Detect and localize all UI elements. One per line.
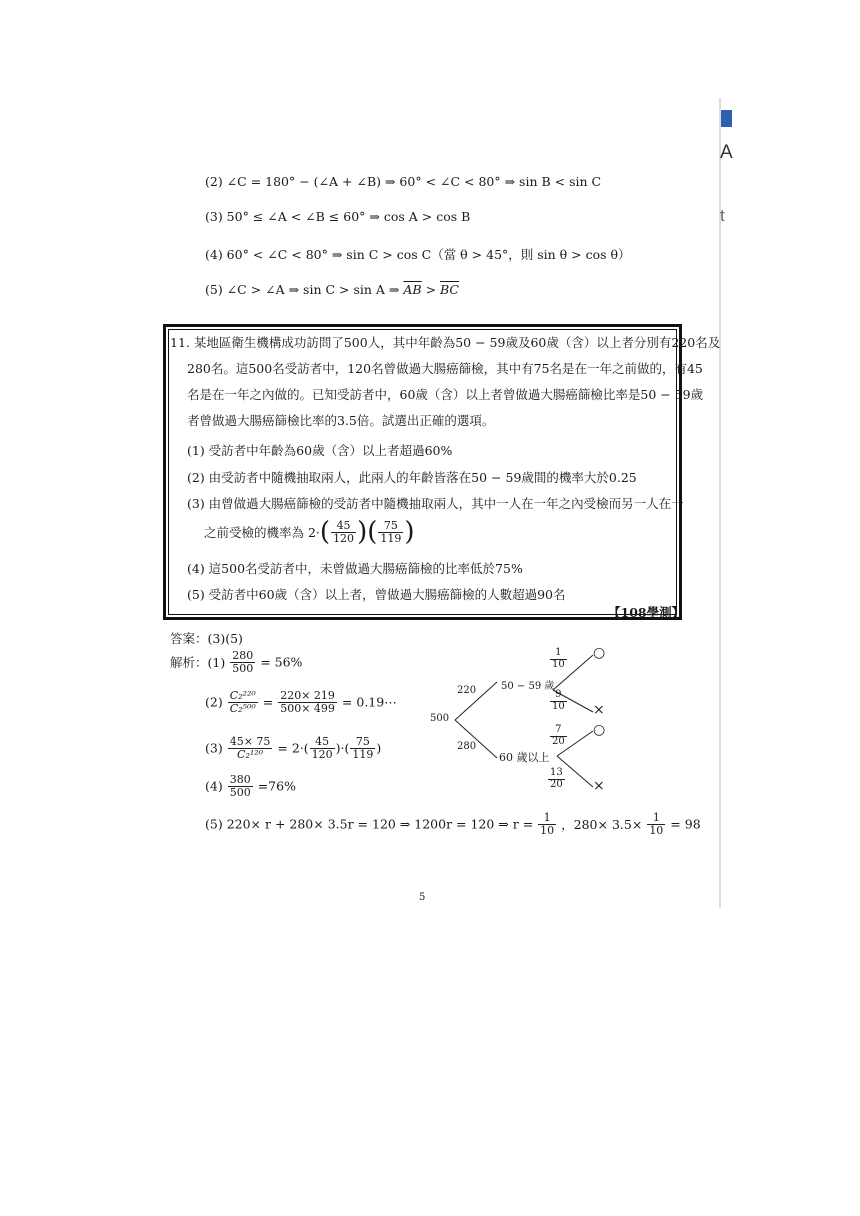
- prev-solution-4: (4) 60° < ∠C < 80° ⇒ sin C > cos C（當 θ > 45°，則 sin θ > cos θ）: [205, 247, 631, 262]
- analysis-5-fraction-2: $\frac{1}{10}$: [649, 811, 664, 837]
- analysis-1-result: = 56%: [260, 654, 303, 670]
- probability-tree: [425, 640, 625, 800]
- analysis-1-fraction: $\frac{280}{500}$: [232, 649, 254, 675]
- analysis-5: [205, 812, 701, 836]
- analysis-5-equation: 220× r + 280× 3.5r = 120 ⇒ 1200r = 120 ⇒ r =: [226, 816, 534, 832]
- prev-solution-3: (3) 50° ≤ ∠A < ∠B ≤ 60° ⇒ cos A > cos B: [205, 209, 471, 224]
- analysis-3-fraction-1: $\frac{45\times 75}{\text{C₂¹²⁰}}$: [229, 735, 271, 761]
- analysis-3-mid-2: )·(: [335, 740, 350, 756]
- tree-prob-3: $\frac{7}{20}$: [552, 724, 565, 747]
- analysis-2-fraction-2: $\frac{220\times 219}{500\times 499}$: [280, 689, 335, 715]
- tree-outcome-no-2: ×: [593, 778, 605, 794]
- analysis-3: [205, 736, 381, 760]
- option-3-fraction-1: $\frac{45}{120}$: [333, 518, 355, 545]
- option-3-line-2: 之前受檢的機率為 2·( $\frac{45}{120}$ )( $\frac{75}{119}$ ): [204, 517, 415, 547]
- question-line-4: 者曾做過大腸癌篩檢比率的3.5倍。試選出正確的選項。: [187, 413, 495, 428]
- analysis-2-label: (2): [205, 694, 223, 710]
- option-2: (2) 由受訪者中隨機抽取兩人，此兩人的年齡皆落在50 − 59歲間的機率大於0.25: [187, 470, 637, 485]
- analysis-5-label: (5): [205, 816, 223, 832]
- tree-prob-4: $\frac{13}{20}$: [550, 767, 563, 790]
- analysis-4: [205, 774, 296, 798]
- tree-node-2-label: 60 歲以上: [499, 751, 550, 764]
- analysis-1: [170, 650, 302, 674]
- window-edge-glyph-a: A: [720, 142, 733, 163]
- tree-prob-1: $\frac{1}{10}$: [552, 647, 565, 670]
- window-edge-glyph-t: t: [720, 206, 725, 225]
- analysis-2-fraction-1: $\frac{\text{C₂²²⁰}}{\text{C₂⁵⁰⁰}}$: [229, 689, 256, 715]
- analysis-3-label: (3): [205, 740, 223, 756]
- page-number: 5: [419, 892, 426, 903]
- question-line-1: 11. 某地區衛生機構成功訪問了500人，其中年齡為50 − 59歲及60歲（含）以上者分別有220名及: [170, 335, 721, 350]
- analysis-5-result: = 98: [670, 816, 701, 832]
- analysis-label: 解析：(1): [170, 655, 226, 671]
- tree-node-1-label: 50 − 59 歲: [501, 681, 555, 692]
- question-line-2: 280名。這500名受訪者中，120名曾做過大腸癌篩檢，其中有75名是在一年之前做的，有45: [187, 361, 703, 376]
- tree-node-1-count: 220: [457, 685, 477, 696]
- tree-root-count: 500: [430, 713, 450, 724]
- analysis-3-mid: = 2·(: [277, 740, 309, 756]
- analysis-4-fraction: $\frac{380}{500}$: [229, 773, 251, 799]
- option-3-prefix: 之前受檢的機率為 2·: [204, 525, 320, 540]
- answer-label: 答案：(3)(5): [170, 631, 243, 646]
- prev-solution-2: (2) ∠C = 180° − (∠A + ∠B) ⇒ 60° < ∠C < 80° ⇒ sin B < sin C: [205, 174, 602, 189]
- prev-solution-5-prefix: (5) ∠C > ∠A ⇒ sin C > sin A ⇒: [205, 282, 404, 297]
- analysis-3-end: ): [376, 740, 382, 756]
- analysis-5-mid: ，280× 3.5×: [561, 817, 643, 833]
- option-3-line-1: (3) 由曾做過大腸癌篩檢的受訪者中隨機抽取兩人，其中一人在一年之內受檢而另一人在一: [187, 496, 684, 511]
- option-3-fraction-2: $\frac{75}{119}$: [380, 518, 402, 545]
- analysis-2-equals: =: [262, 694, 274, 710]
- analysis-2: [205, 690, 397, 714]
- tree-outcome-yes-2: ○: [593, 722, 606, 738]
- analysis-4-label: (4): [205, 778, 223, 794]
- prev-solution-5-mid: >: [421, 282, 441, 297]
- segment-bc: $\overline{BC}$: [440, 282, 459, 297]
- analysis-3-fraction-2: $\frac{45}{120}$: [311, 735, 333, 761]
- tree-node-2-count: 280: [457, 741, 477, 752]
- analysis-3-fraction-3: $\frac{75}{119}$: [352, 735, 374, 761]
- tree-prob-2: $\frac{9}{10}$: [552, 689, 565, 712]
- option-5: (5) 受訪者中60歲（含）以上者，曾做過大腸癌篩檢的人數超過90名: [187, 587, 566, 602]
- tree-outcome-no-1: ×: [593, 702, 605, 718]
- option-1: (1) 受訪者中年齡為60歲（含）以上者超過60%: [187, 443, 453, 458]
- prev-solution-5: [205, 282, 459, 297]
- tree-branch-2: [455, 720, 497, 758]
- source-tag: 【108學測】: [608, 605, 685, 620]
- analysis-5-fraction-1: $\frac{1}{10}$: [540, 811, 555, 837]
- option-4: (4) 這500名受訪者中，未曾做過大腸癌篩檢的比率低於75%: [187, 561, 523, 576]
- analysis-4-result: =76%: [257, 778, 296, 794]
- segment-ab: $\overline{AB}$: [403, 282, 422, 297]
- window-edge-accent: [721, 110, 732, 127]
- question-line-3: 名是在一年之內做的。已知受訪者中，60歲（含）以上者曾做過大腸癌篩檢比率是50 − 59歲: [187, 387, 704, 402]
- tree-outcome-yes-1: ○: [593, 645, 606, 661]
- analysis-2-result: = 0.19⋯: [341, 694, 397, 710]
